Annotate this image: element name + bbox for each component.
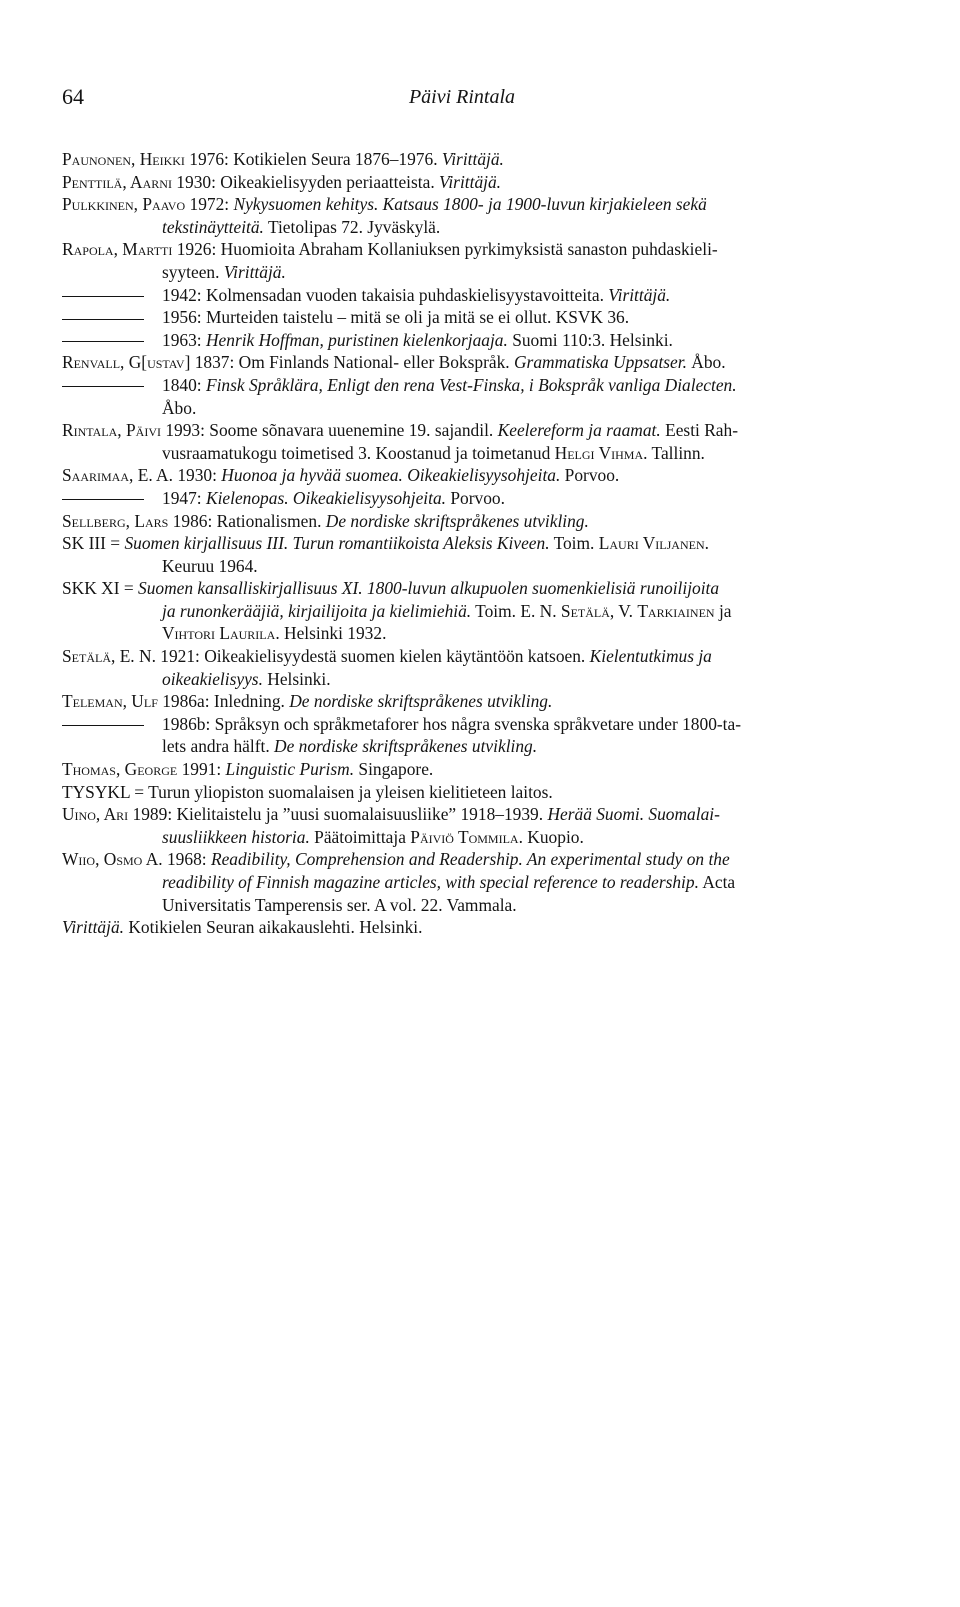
page-number: 64 <box>62 84 84 109</box>
reference-text: 1976: Kotikielen Seura 1876–1976. <box>184 149 442 169</box>
reference-entry <box>62 713 862 758</box>
reference-author: Thomas, George <box>62 759 178 780</box>
reference-title: De nordiske skriftspråkenes utvikling. <box>325 510 589 531</box>
reference-text: TYSYKL = Turun yliopiston suomalaisen ja yleisen kielitieteen laitos. <box>62 781 553 802</box>
reference-text: Eesti Rah- <box>660 420 739 441</box>
reference-author: Rapola, Martti <box>62 239 173 260</box>
reference-text: 1986b: Språksyn och språkmetaforer hos några svenska språkvetare under 1800-ta- <box>162 713 742 734</box>
reference-text: 1986a: Inledning. <box>157 691 290 712</box>
reference-title: Suomen kirjallisuus III. Turun romantiikoista Aleksis Kiveen. <box>124 533 550 554</box>
reference-text: 1991: <box>177 759 226 780</box>
running-title: Päivi Rintala <box>408 86 516 108</box>
ditto-dash <box>62 296 144 297</box>
reference-entry <box>62 148 862 171</box>
reference-editor: Vihtori Laurila <box>162 623 276 644</box>
reference-editor: Päiviö Tommila <box>410 826 519 847</box>
reference-author: Sellberg, Lars <box>62 510 169 531</box>
reference-source: Virittäjä. <box>223 261 286 282</box>
reference-source: Virittäjä. <box>608 284 671 305</box>
ditto-dash <box>62 499 144 500</box>
reference-author: Teleman, Ulf <box>62 691 158 712</box>
reference-title: Finsk Språklära, Enligt den rena Vest-Finska, i Bokspråk vanliga Dialecten. <box>205 374 737 395</box>
reference-text: Acta <box>698 872 736 892</box>
reference-text: lets andra hälft. <box>162 736 275 757</box>
reference-title: Henrik Hoffman, puristinen kielenkorjaaja. <box>205 329 508 350</box>
reference-entry <box>62 758 862 781</box>
reference-text: 1956: Murteiden taistelu – mitä se oli ja mitä se ei ollut. KSVK 36. <box>162 307 630 328</box>
reference-source: Virittäjä. <box>441 149 504 169</box>
reference-text: , V. <box>609 600 638 621</box>
reference-text: Päätoimittaja <box>309 826 411 847</box>
reference-text: Åbo. <box>162 397 197 418</box>
reference-text: Toim. <box>549 533 599 554</box>
reference-entry <box>62 577 862 645</box>
reference-text: Tietolipas 72. Jyväskylä. <box>263 216 441 237</box>
reference-text: Suomi 110:3. Helsinki. <box>507 329 673 350</box>
reference-text: . <box>704 533 709 554</box>
reference-title: Kielentutkimus ja <box>589 646 712 667</box>
reference-text: 1930: Oikeakielisyyden periaatteista. <box>171 171 440 192</box>
reference-entry <box>62 306 862 329</box>
reference-entry <box>62 374 862 419</box>
reference-source: Virittäjä. <box>439 171 502 192</box>
reference-text: 1942: Kolmensadan vuoden takaisia puhdaskielisyystavoitteita. <box>162 284 609 305</box>
reference-author: Uino, Ari <box>62 804 129 825</box>
reference-entry <box>62 419 862 464</box>
reference-title: Linguistic Purism. <box>225 759 355 780</box>
reference-author: Renvall, G[ustav] <box>62 352 191 373</box>
reference-title: Virittäjä. <box>62 917 124 938</box>
reference-text: . Kuopio. <box>518 826 584 847</box>
reference-text: SK III = <box>62 533 125 554</box>
reference-entry <box>62 532 862 577</box>
reference-text: 1972: <box>185 194 234 215</box>
reference-text: 1930: <box>172 465 222 486</box>
reference-editor: Lauri Viljanen <box>598 533 705 554</box>
reference-text: ja <box>714 600 732 621</box>
reference-text: Helsinki. <box>262 668 331 689</box>
reference-text: 1837: Om Finlands National- eller Bokspråk. <box>190 352 514 373</box>
reference-title: Keelereform ja raamat. <box>497 420 661 441</box>
ditto-dash <box>62 725 144 726</box>
reference-text: 1840: <box>162 374 206 395</box>
reference-title: De nordiske skriftspråkenes utvikling. <box>274 736 538 757</box>
reference-author: Saarimaa, E. A. <box>62 465 173 486</box>
reference-author: Paunonen, Heikki <box>62 149 185 169</box>
reference-entry <box>62 690 862 713</box>
reference-title: ja runonkerääjiä, kirjailijoita ja kielimiehiä. <box>162 600 472 621</box>
reference-author: Setälä, E. N. <box>62 646 156 667</box>
reference-title: Readibility, Comprehension and Readership. An experimental study on the <box>210 849 730 870</box>
reference-entry <box>62 351 862 374</box>
reference-text: 1947: <box>162 487 206 508</box>
reference-text: . Helsinki 1932. <box>275 623 387 644</box>
reference-entry <box>62 284 862 307</box>
ditto-dash <box>62 386 144 387</box>
reference-text: 1926: Huomioita Abraham Kollaniuksen pyrkimyksistä sanaston puhdaskieli- <box>172 239 718 260</box>
reference-author: Rintala, Päivi <box>62 420 161 441</box>
reference-entry <box>62 803 862 848</box>
reference-editor: Setälä <box>560 600 610 621</box>
reference-title: Kielenopas. Oikeakielisyysohjeita. <box>205 487 446 508</box>
reference-editor: Tarkiainen <box>637 600 715 621</box>
reference-text: 1921: Oikeakielisyydestä suomen kielen käytäntöön katsoen. <box>155 646 590 667</box>
reference-text: 1986: Rationalismen. <box>168 510 326 531</box>
reference-text: Kotikielen Seuran aikakauslehti. Helsinki. <box>124 917 423 938</box>
reference-text: Toim. E. N. <box>471 600 561 621</box>
reference-text: 1968: <box>162 849 211 870</box>
reference-title: tekstinäytteitä. <box>162 216 264 237</box>
reference-title: readibility of Finnish magazine articles, with special reference to readership. <box>162 872 699 892</box>
reference-entry <box>62 238 862 283</box>
reference-title: Herää Suomi. Suomalai- <box>547 804 720 825</box>
reference-text: Åbo. <box>686 352 726 373</box>
ditto-dash <box>62 341 144 342</box>
reference-text: syyteen. <box>162 261 224 282</box>
reference-text: vusraamatukogu toimetised 3. Koostanud ja toimetanud <box>162 442 555 463</box>
reference-entry <box>62 848 862 916</box>
reference-entry <box>62 464 862 487</box>
reference-entry <box>62 510 862 533</box>
reference-title: oikeakielisyys. <box>162 668 263 689</box>
reference-entry <box>62 329 862 352</box>
reference-author: Pulkkinen, Paavo <box>62 194 186 215</box>
reference-source: Grammatiska Uppsatser. <box>514 352 687 373</box>
reference-text: . Tallinn. <box>643 442 705 463</box>
ditto-dash <box>62 319 144 320</box>
reference-text: SKK XI = <box>62 578 138 599</box>
reference-entry <box>62 916 862 939</box>
reference-text: Keuruu 1964. <box>162 555 258 576</box>
reference-text: Porvoo. <box>560 465 620 486</box>
reference-title: suusliikkeen historia. <box>162 826 310 847</box>
reference-entry <box>62 487 862 510</box>
reference-title: Nykysuomen kehitys. Katsaus 1800- ja 1900-luvun kirjakieleen sekä <box>233 194 707 215</box>
reference-list <box>62 148 862 939</box>
reference-text: 1989: Kielitaistelu ja ”uusi suomalaisuusliike” 1918–1939. <box>128 804 548 825</box>
reference-text: Singapore. <box>354 759 434 780</box>
reference-entry <box>62 171 862 194</box>
reference-text: 1963: <box>162 329 206 350</box>
reference-author: Penttilä, Aarni <box>62 171 172 192</box>
reference-title: Huonoa ja hyvää suomea. Oikeakielisyysohjeita. <box>221 465 561 486</box>
reference-text: 1993: Soome sõnavara uuenemine 19. sajandil. <box>160 420 498 441</box>
reference-entry <box>62 781 862 804</box>
reference-text: Universitatis Tamperensis ser. A vol. 22. Vammala. <box>162 894 517 915</box>
reference-author: Wiio, Osmo A. <box>62 849 163 870</box>
reference-title: De nordiske skriftspråkenes utvikling. <box>289 691 553 712</box>
reference-title: Suomen kansalliskirjallisuus XI. 1800-luvun alkupuolen suomenkielisiä runoilijoita <box>138 578 720 599</box>
reference-entry <box>62 193 862 238</box>
reference-text: Porvoo. <box>446 487 505 508</box>
reference-entry <box>62 645 862 690</box>
reference-editor: Helgi Vihma <box>554 442 644 463</box>
